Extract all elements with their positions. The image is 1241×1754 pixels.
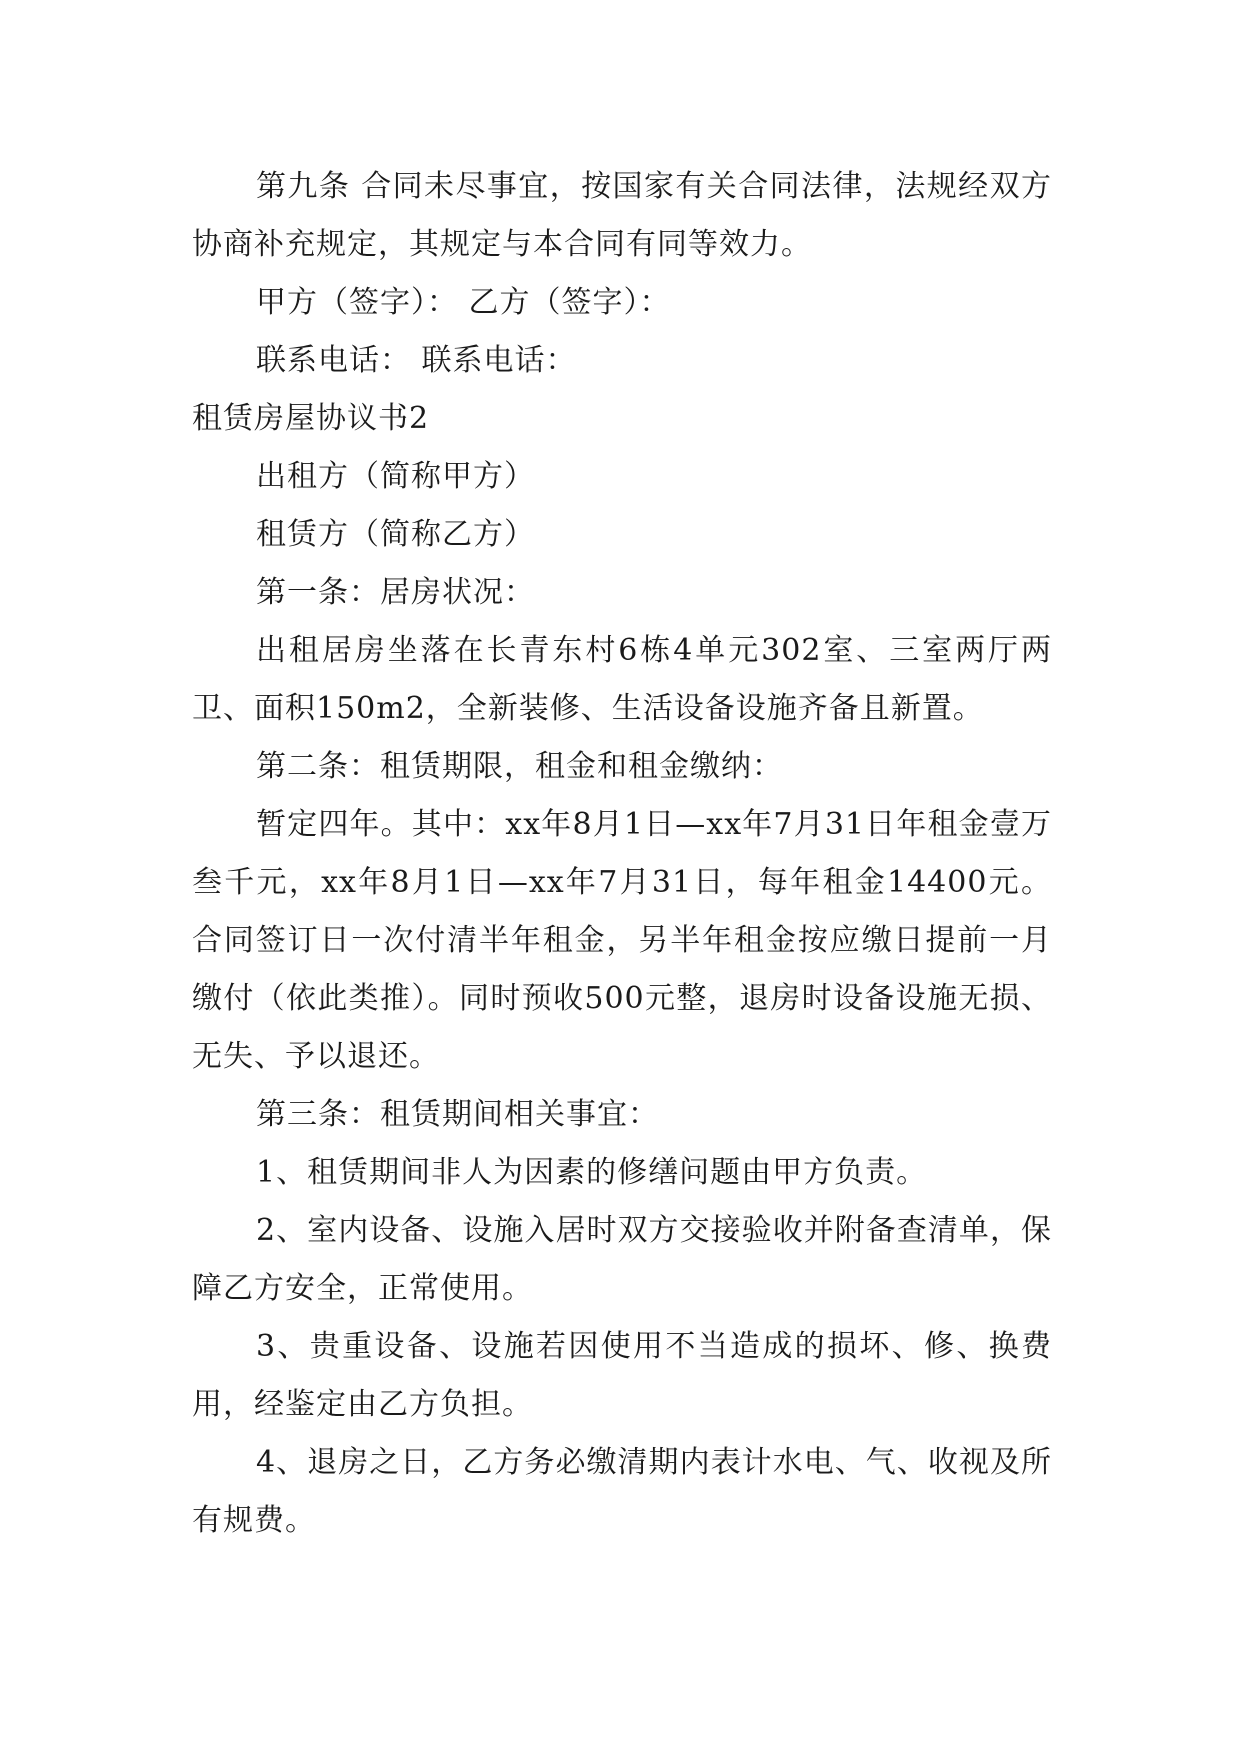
paragraph-lease-term: 暂定四年。其中：xx年8月1日—xx年7月31日年租金壹万叁千元，xx年8月1日—xx年7月31日，每年租金14400元。合同签订日一次付清半年租金，另半年租金按应缴日提前一月缴付（依此类推）。同时预收500元整，退房时设备设施无损、无失、予以退还。 (192, 807, 1052, 1074)
heading-article-2: 第二条：租赁期限，租金和租金缴纳： (256, 749, 783, 784)
paragraph-phones: 联系电话： 联系电话： (256, 343, 577, 378)
paragraph-lessee: 租赁方（简称乙方） (256, 517, 535, 552)
paragraph-lessor: 出租方（简称甲方） (256, 459, 535, 494)
paragraph-signatures: 甲方（签字）： 乙方（签字）： (256, 285, 671, 320)
paragraph-article-9: 第九条 合同未尽事宜，按国家有关合同法律，法规经双方协商补充规定，其规定与本合同有同等效力。 (192, 169, 1052, 262)
paragraph-housing-status: 出租居房坐落在长青东村6栋4单元302室、三室两厅两卫、面积150m2，全新装修、生活设备设施齐备且新置。 (192, 633, 1052, 726)
list-item-3: 3、贵重设备、设施若因使用不当造成的损坏、修、换费用，经鉴定由乙方负担。 (192, 1329, 1052, 1422)
document-title: 租赁房屋协议书2 (192, 401, 430, 436)
list-item-1: 1、租赁期间非人为因素的修缮问题由甲方负责。 (256, 1155, 928, 1190)
document-body (192, 158, 1052, 1550)
list-item-4: 4、退房之日，乙方务必缴清期内表计水电、气、收视及所有规费。 (192, 1445, 1052, 1538)
list-item-2: 2、室内设备、设施入居时双方交接验收并附备查清单，保障乙方安全，正常使用。 (192, 1213, 1052, 1306)
heading-article-1: 第一条：居房状况： (256, 575, 535, 610)
heading-article-3: 第三条：租赁期间相关事宜： (256, 1097, 659, 1132)
